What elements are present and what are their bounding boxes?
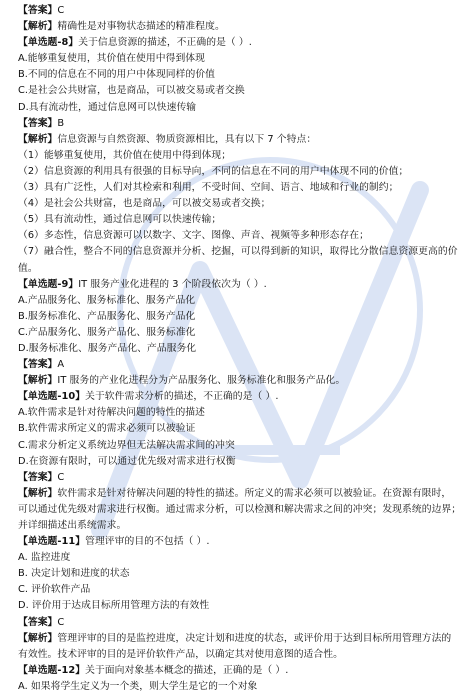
line-text: A. 如果将学生定义为一个类，则大学生是它的一个对象 (18, 680, 258, 692)
line-text: C (57, 471, 65, 483)
text-line (18, 293, 450, 309)
line-text: （7）融合性，整合不同的信息资源并分析、挖掘，可以得到新的知识，取得比分散信息资源更高的价 (18, 246, 458, 258)
line-text: （2）信息资源的利用具有很强的目标导向，不同的信息在不同的用户中体现不同的价值； (18, 165, 409, 177)
line-tag: 【单选题-10】 (18, 391, 86, 403)
text-line (18, 3, 450, 19)
text-line (18, 132, 450, 148)
line-text: 信息资源与自然资源、物质资源相比，具有以下 7 个特点： (57, 133, 317, 145)
text-line (18, 309, 450, 325)
text-line (18, 389, 450, 405)
line-text: A.软件需求是针对待解决问题的特性的描述 (18, 407, 205, 419)
line-text: （6）多态性，信息资源可以以数字、文字、图像、声音、视频等多种形态存在； (18, 230, 369, 242)
line-text: C.产品服务化、服务产品化、服务标准化 (18, 326, 196, 338)
line-tag: 【解析】 (18, 487, 58, 499)
line-text: （1）能够重复使用，其价值在使用中得到体现； (18, 149, 232, 161)
text-line (18, 486, 450, 502)
line-tag: 【解析】 (18, 632, 58, 644)
text-line (18, 277, 450, 293)
text-line (18, 582, 450, 598)
line-tag: 【解析】 (18, 21, 58, 33)
line-text: B. 决定计划和进度的状态 (18, 568, 130, 580)
text-line (18, 550, 450, 566)
text-line (18, 631, 450, 647)
line-tag: 【单选题-12】 (18, 664, 86, 676)
line-text: D. 评价用于达成目标所用管理方法的有效性 (18, 600, 210, 612)
text-line (18, 438, 450, 454)
text-line (18, 679, 450, 695)
text-line (18, 566, 450, 582)
line-text: 管理评审的目的是监控进度，决定计划和进度的状态，或评价用于达到目标所用管理方法的 (57, 632, 452, 644)
text-line (18, 405, 450, 421)
line-text: 关于软件需求分析的描述，不正确的是（ ）. (85, 391, 279, 403)
text-line (18, 454, 450, 470)
text-line (18, 325, 450, 341)
line-text: 精确性是对事物状态描述的精准程度。 (57, 21, 225, 33)
line-text: 值。 (18, 262, 38, 274)
text-line (18, 51, 450, 67)
line-text: C (57, 616, 65, 628)
line-text: 可以通过优先级对需求进行权衡。通过需求分析，可以检测和解决需求之间的冲突；发现系统的边界； (18, 503, 462, 515)
document-text (18, 3, 462, 695)
line-text: A.能够重复使用，其价值在使用中得到体现 (18, 53, 205, 65)
text-line (18, 100, 450, 116)
line-text: 管理评审的目的不包括（ ）. (85, 536, 210, 548)
text-line (18, 180, 450, 196)
line-tag: 【解析】 (18, 375, 58, 387)
line-tag: 【答案】 (18, 616, 58, 628)
line-text: B.软件需求所定义的需求必须可以被验证 (18, 423, 196, 435)
text-line (18, 341, 450, 357)
text-line (18, 615, 450, 631)
line-text: A (57, 359, 65, 371)
line-text: B.不同的信息在不同的用户中体现同样的价值 (18, 69, 216, 81)
line-text: B (57, 117, 65, 129)
line-text: C (57, 5, 65, 16)
text-line (18, 470, 450, 486)
text-line (18, 67, 450, 83)
line-tag: 【答案】 (18, 117, 58, 129)
line-tag: 【单选题-9】 (18, 278, 79, 290)
line-text: （5）具有流动性，通过信息网可以快速传输； (18, 214, 222, 226)
text-line (18, 647, 450, 663)
text-line (18, 196, 450, 212)
line-text: D.在资源有限时，可以通过优先级对需求进行权衡 (18, 455, 236, 467)
text-line (18, 19, 450, 35)
text-line (18, 598, 450, 614)
line-text: A. 监控进度 (18, 552, 71, 564)
text-line (18, 35, 450, 51)
line-text: C.需求分析定义系统边界但无法解决需求间的冲突 (18, 439, 235, 451)
line-text: C. 评价软件产品 (18, 584, 91, 596)
text-line (18, 357, 450, 373)
line-text: IT 服务产业化进程的 3 个阶段依次为（ ）. (78, 278, 267, 290)
text-line (18, 534, 450, 550)
text-line (18, 261, 450, 277)
line-text: C.是社会公共财富，也是商品，可以被交易或者交换 (18, 85, 245, 97)
line-text: B.服务标准化、产品服务化、服务产品化 (18, 310, 196, 322)
text-line (18, 83, 450, 99)
text-line (18, 663, 450, 679)
line-tag: 【答案】 (18, 359, 58, 371)
line-text: （3）具有广泛性，人们对其检索和利用，不受时间、空间、语言、地域和行业的制约； (18, 182, 399, 194)
line-tag: 【单选题-11】 (18, 536, 86, 548)
line-tag: 【答案】 (18, 471, 58, 483)
line-tag: 【单选题-8】 (18, 37, 79, 49)
line-text: 有效性。技术评审的目的是评价软件产品，以确定其对使用意图的适合性。 (18, 648, 343, 660)
line-text: （4）是社会公共财富，也是商品，可以被交易或者交换； (18, 198, 271, 210)
line-text: 并详细描述出系统需求。 (18, 520, 127, 531)
line-tag: 【答案】 (18, 5, 58, 16)
text-line (18, 518, 450, 534)
line-text: 软件需求是针对待解决问题的特性的描述。所定义的需求必须可以被验证。在资源有限时， (57, 487, 452, 499)
text-line (18, 244, 458, 260)
text-line (18, 421, 450, 437)
line-text: IT 服务的产业化进程分为产品服务化、服务标准化和服务产品化。 (57, 375, 346, 387)
line-text: 关于面向对象基本概念的描述，正确的是（ ）. (85, 664, 289, 676)
line-text: D.具有流动性，通过信息网可以快速传输 (18, 101, 197, 113)
line-text: D.服务标准化、服务产品化、产品服务化 (18, 342, 197, 354)
line-tag: 【解析】 (18, 133, 58, 145)
line-text: A.产品服务化、服务标准化、服务产品化 (18, 294, 196, 306)
text-line (18, 212, 450, 228)
text-line (18, 228, 450, 244)
text-line (18, 502, 462, 518)
text-line (18, 116, 450, 132)
text-line (18, 148, 450, 164)
text-line (18, 373, 450, 389)
text-line (18, 164, 450, 180)
line-text: 关于信息资源的描述，不正确的是（ ）. (78, 37, 252, 49)
